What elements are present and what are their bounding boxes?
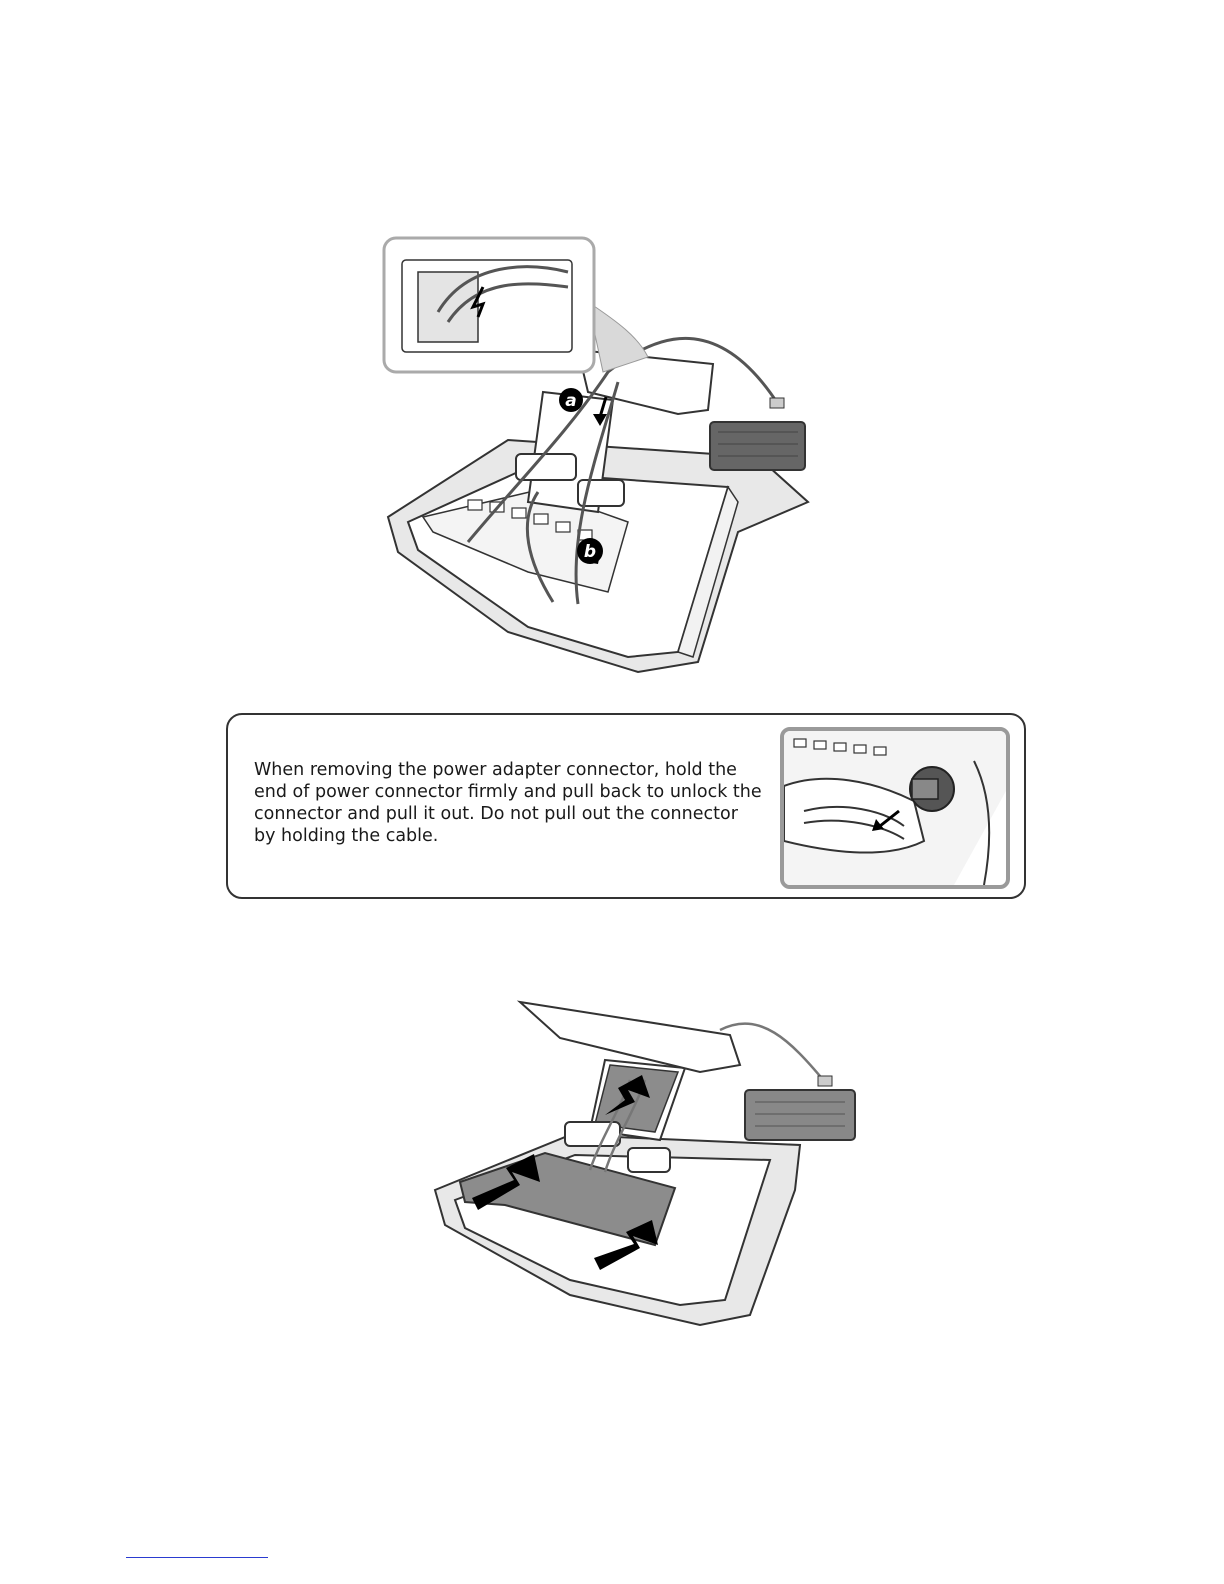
power-adapter-brick	[710, 422, 805, 470]
cover-installation-illustration	[430, 990, 870, 1330]
caution-note-text: When removing the power adapter connector, hold the end of power connector firmly and pull back to unlock the connector and pull it out. Do not pull out the connector by holding the cable.	[254, 760, 762, 846]
callout-a-label: a	[565, 391, 577, 411]
footnote-separator	[126, 1557, 268, 1558]
connector-removal-image	[780, 727, 1010, 889]
caution-note-box	[226, 713, 1026, 899]
connector-removal-drawing	[784, 731, 1006, 885]
power-adapter-brick	[745, 1090, 855, 1140]
cable-connection-drawing	[378, 232, 838, 677]
cable-connection-illustration	[378, 232, 838, 677]
callout-b-label: b	[583, 542, 597, 562]
cover-installation-drawing	[430, 990, 870, 1330]
